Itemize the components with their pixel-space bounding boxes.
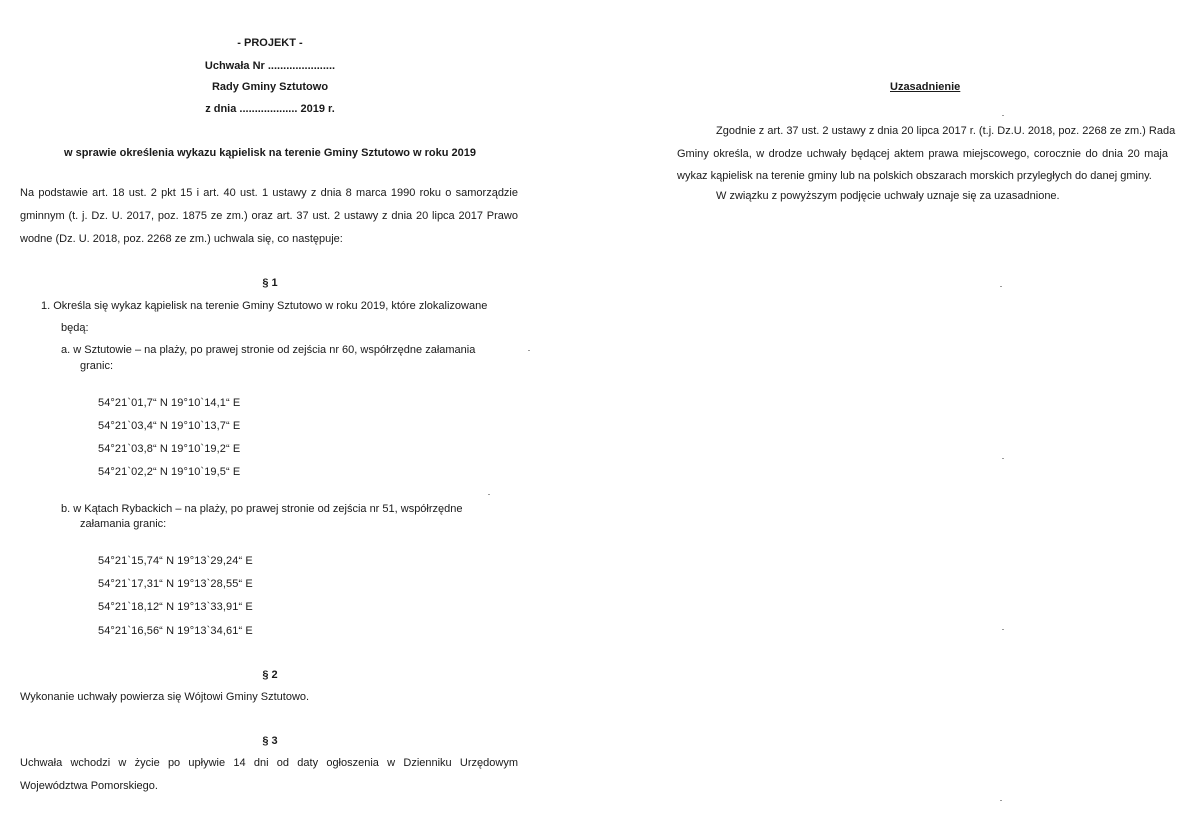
item-b-line-2: załamania granic: [80, 518, 167, 530]
coord-a-2: 54°21`03,4“ N 19°10`13,7“ E [98, 420, 241, 432]
justification-line-1: Zgodnie z art. 37 ust. 2 ustawy z dnia 20 lipca 2017 r. (t.j. Dz.U. 2018, poz. 2268 ze zm.) Rada [716, 125, 1176, 137]
left-page [0, 0, 560, 822]
scan-speck [488, 494, 490, 495]
item-a-line-2: granic: [80, 360, 114, 372]
preamble-line-2: gminnym (t. j. Dz. U. 2017, poz. 1875 ze zm.) oraz art. 37 ust. 2 ustawy z dnia 20 lipca 2017 Prawo [20, 210, 518, 222]
coord-b-1: 54°21`15,74“ N 19°13`29,24“ E [98, 555, 253, 567]
justification-line-4: W związku z powyższym podjęcie uchwały uznaje się za uzasadnione. [716, 190, 1060, 202]
right-page [620, 0, 1190, 822]
section-3-line-2: Województwa Pomorskiego. [20, 780, 158, 792]
preamble-line-3: wodne (Dz. U. 2018, poz. 2268 ze zm.) uchwala się, co następuje: [20, 233, 343, 245]
justification-line-3: wykaz kąpielisk na terenie gminy lub na polskich obszarach morskich przyległych do danej gminy. [677, 170, 1152, 182]
scan-speck [1002, 115, 1004, 116]
resolution-subject: w sprawie określenia wykazu kąpielisk na terenie Gminy Sztutowo w roku 2019 [63, 147, 477, 159]
section-2-text: Wykonanie uchwały powierza się Wójtowi Gminy Sztutowo. [20, 691, 310, 703]
coord-a-1: 54°21`01,7“ N 19°10`14,1“ E [98, 397, 241, 409]
coord-b-2: 54°21`17,31“ N 19°13`28,55“ E [98, 578, 253, 590]
resolution-number: Uchwała Nr ...................... [204, 60, 336, 72]
section-2-title: § 2 [262, 669, 278, 681]
section-3-title: § 3 [262, 735, 278, 747]
projekt-label: - PROJEKT - [237, 37, 303, 49]
coord-b-4: 54°21`16,56“ N 19°13`34,61“ E [98, 625, 253, 637]
resolution-date: z dnia ................... 2019 r. [205, 103, 335, 115]
item-1-line-2: będą: [61, 322, 89, 334]
section-3-line-1: Uchwała wchodzi w życie po upływie 14 dni od daty ogłoszenia w Dzienniku Urzędowym [20, 757, 518, 769]
coord-b-3: 54°21`18,12“ N 19°13`33,91“ E [98, 601, 253, 613]
scan-speck [1000, 800, 1002, 801]
scan-speck [1000, 286, 1002, 287]
item-1-line-1: 1. Określa się wykaz kąpielisk na terenie Gminy Sztutowo w roku 2019, które zlokalizowane [41, 300, 488, 312]
justification-title: Uzasadnienie [890, 81, 961, 93]
justification-line-2: Gminy określa, w drodze uchwały będącej aktem prawa miejscowego, corocznie do dnia 20 maja [677, 148, 1168, 160]
coord-a-3: 54°21`03,8“ N 19°10`19,2“ E [98, 443, 241, 455]
scan-speck [528, 350, 530, 351]
section-1-title: § 1 [262, 277, 278, 289]
preamble-line-1: Na podstawie art. 18 ust. 2 pkt 15 i art. 40 ust. 1 ustawy z dnia 8 marca 1990 roku o samorządzie [20, 187, 518, 199]
council-name: Rady Gminy Sztutowo [211, 81, 329, 93]
item-b-line-1: b. w Kątach Rybackich – na plaży, po prawej stronie od zejścia nr 51, współrzędne [61, 503, 463, 515]
scan-speck [1002, 629, 1004, 630]
scan-speck [1002, 458, 1004, 459]
coord-a-4: 54°21`02,2“ N 19°10`19,5“ E [98, 466, 241, 478]
item-a-line-1: a. w Sztutowie – na plaży, po prawej stronie od zejścia nr 60, współrzędne załamania [61, 344, 476, 356]
